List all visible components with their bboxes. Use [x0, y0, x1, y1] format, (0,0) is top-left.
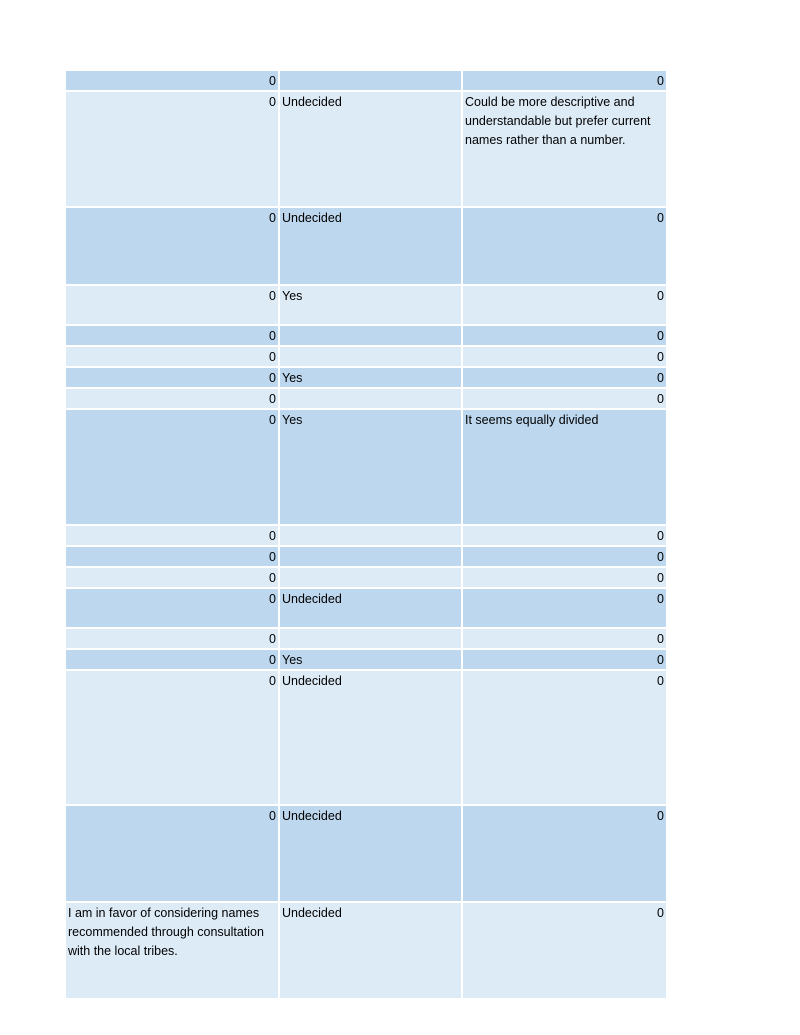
table-cell-comment[interactable]: 0	[66, 410, 280, 524]
table-cell-note[interactable]: 0	[657, 289, 664, 303]
table-cell-note[interactable]: 0	[657, 809, 664, 823]
table-row	[66, 326, 666, 347]
table-row	[66, 589, 666, 629]
table-cell-note[interactable]: 0	[657, 906, 664, 920]
table-cell-response[interactable]: Undecided	[280, 806, 463, 901]
table-cell-note[interactable]: Could be more descriptive and understandable but prefer current names rather than a number.	[465, 95, 651, 147]
table-row	[66, 547, 666, 568]
table-cell-response[interactable]	[280, 568, 463, 587]
table-cell-comment[interactable]: 0	[66, 526, 280, 545]
table-row	[66, 208, 666, 286]
table-row	[66, 389, 666, 410]
table-row	[66, 903, 666, 1000]
table-row	[66, 347, 666, 368]
table-row	[66, 368, 666, 389]
table-row	[66, 92, 666, 208]
table-cell-note[interactable]: 0	[657, 392, 664, 406]
table-row	[66, 568, 666, 589]
table-cell-response[interactable]	[280, 547, 463, 566]
table-cell-note[interactable]: 0	[657, 550, 664, 564]
table-cell-comment[interactable]: 0	[66, 208, 280, 284]
table-row	[66, 286, 666, 326]
table-cell-comment[interactable]: 0	[66, 547, 280, 566]
table-cell-note[interactable]: 0	[657, 211, 664, 225]
table-cell-comment[interactable]: I am in favor of considering names recommended through consultation with the local tribes.	[66, 903, 280, 998]
table-cell-response[interactable]: Yes	[280, 368, 463, 387]
table-cell-note[interactable]: 0	[657, 592, 664, 606]
table-cell-response[interactable]	[280, 526, 463, 545]
table-row	[66, 650, 666, 671]
table-cell-comment[interactable]: 0	[66, 92, 280, 206]
table-row	[66, 806, 666, 903]
table-cell-note[interactable]: It seems equally divided	[465, 413, 599, 427]
table-cell-comment[interactable]: 0	[66, 389, 280, 408]
table-cell-response[interactable]: Yes	[280, 650, 463, 669]
table-cell-comment[interactable]: 0	[66, 368, 280, 387]
table-cell-note[interactable]: 0	[657, 632, 664, 646]
table-cell-comment[interactable]: 0	[66, 71, 280, 90]
table-cell-comment[interactable]: 0	[66, 671, 280, 804]
table-row	[66, 629, 666, 650]
table-cell-note[interactable]: 0	[657, 529, 664, 543]
table-cell-response[interactable]	[280, 326, 463, 345]
table-cell-response[interactable]: Undecided	[280, 589, 463, 627]
table-cell-note[interactable]: 0	[657, 653, 664, 667]
table-cell-comment[interactable]: 0	[66, 568, 280, 587]
table-cell-note[interactable]: 0	[657, 350, 664, 364]
table-row	[66, 71, 666, 92]
table-cell-note[interactable]: 0	[657, 329, 664, 343]
table-cell-note[interactable]: 0	[657, 74, 664, 88]
table-cell-response[interactable]: Undecided	[280, 671, 463, 804]
table-row	[66, 526, 666, 547]
table-cell-response[interactable]: Undecided	[280, 92, 463, 206]
table-cell-response[interactable]: Undecided	[280, 208, 463, 284]
table-cell-response[interactable]	[280, 629, 463, 648]
table-cell-comment[interactable]: 0	[66, 326, 280, 345]
table-cell-response[interactable]	[280, 347, 463, 366]
table-cell-comment[interactable]: 0	[66, 650, 280, 669]
table-row	[66, 410, 666, 526]
table-cell-comment[interactable]: 0	[66, 347, 280, 366]
table-cell-comment[interactable]: 0	[66, 286, 280, 324]
table-cell-comment[interactable]: 0	[66, 589, 280, 627]
table-cell-note[interactable]: 0	[657, 674, 664, 688]
table-cell-response[interactable]: Yes	[280, 286, 463, 324]
table-cell-response[interactable]	[280, 71, 463, 90]
table-cell-note[interactable]: 0	[657, 371, 664, 385]
table-cell-comment[interactable]: 0	[66, 806, 280, 901]
table-row	[66, 671, 666, 806]
table-cell-comment[interactable]: 0	[66, 629, 280, 648]
table-cell-response[interactable]	[280, 389, 463, 408]
table-cell-response[interactable]: Undecided	[280, 903, 463, 998]
table-cell-note[interactable]: 0	[657, 571, 664, 585]
table-cell-response[interactable]: Yes	[280, 410, 463, 524]
spreadsheet-table	[66, 71, 666, 1000]
